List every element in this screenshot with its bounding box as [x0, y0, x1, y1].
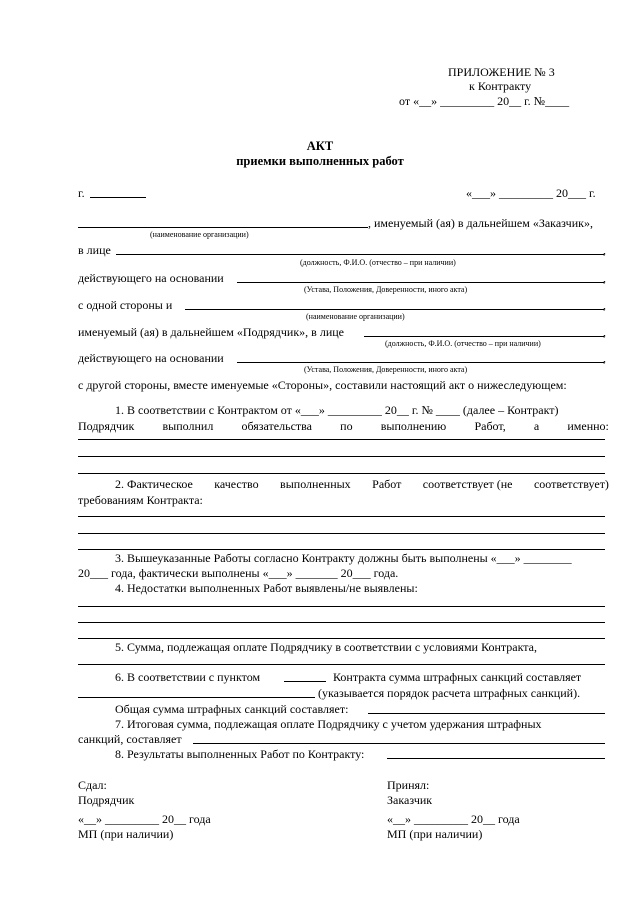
comma: ,	[603, 351, 606, 365]
item-2-word: 2. Фактическое	[115, 477, 193, 491]
position-caption-2: (должность, Ф.И.О. (отчество – при наличии)	[385, 339, 541, 348]
item-2-word: соответствует (не	[422, 477, 513, 491]
contractor-label: Подрядчик	[78, 793, 135, 807]
contract-clause-field[interactable]	[284, 681, 326, 682]
in-person-label: в лице	[78, 243, 111, 257]
contractor-stamp-label: МП (при наличии)	[78, 827, 174, 841]
item-2-word: выполненных	[280, 477, 351, 491]
comma: ,	[603, 325, 606, 339]
customer-representative-field[interactable]	[116, 254, 604, 255]
item-1-blank-line[interactable]	[78, 473, 605, 474]
item-6-text-a: 6. В соответствии с пунктом	[115, 670, 261, 684]
handed-over-label: Сдал:	[78, 778, 107, 792]
city-field[interactable]	[90, 197, 146, 198]
contractor-sign-date: «__» _________ 20__ года	[78, 812, 211, 826]
item-2-line-1	[115, 478, 609, 490]
item-1-blank-line[interactable]	[78, 456, 605, 457]
item-1-word: именно:	[567, 419, 609, 433]
item-1-word: а	[533, 419, 540, 433]
item-1-word: Работ,	[474, 419, 506, 433]
basis-caption-2: (Устава, Положения, Доверенности, иного акта)	[304, 365, 468, 374]
city-label: г.	[78, 186, 85, 200]
item-1-line-1: 1. В соответствии с Контрактом от «___» _________ 20__ г. № ____ (далее – Контракт)	[115, 403, 559, 417]
item-4-blank-line[interactable]	[78, 638, 605, 639]
contractor-basis-field[interactable]	[237, 362, 604, 363]
item-1-word: выполнению	[380, 419, 447, 433]
item-2-word: Работ	[372, 477, 402, 491]
item-2-blank-line[interactable]	[78, 516, 605, 517]
item-2-blank-line[interactable]	[78, 533, 605, 534]
customer-sign-date: «__» _________ 20__ года	[387, 812, 520, 826]
customer-org-field[interactable]	[78, 227, 368, 228]
comma: ,	[603, 243, 606, 257]
item-1-line-2	[78, 420, 609, 432]
item-1-word: выполнил	[162, 419, 214, 433]
item-6-line-2: (указывается порядок расчета штрафных санкций).	[318, 686, 581, 700]
item-2-word: качество	[214, 477, 259, 491]
item-1-blank-line[interactable]	[78, 439, 605, 440]
customer-named-text: , именуемый (ая) в дальнейшем «Заказчик»,	[368, 216, 593, 230]
customer-basis-field[interactable]	[237, 282, 604, 283]
act-date: «___» _________ 20___ г.	[466, 186, 596, 200]
org-name-caption-2: (наименование организации)	[306, 312, 405, 321]
customer-label: Заказчик	[387, 793, 433, 807]
results-field[interactable]	[387, 758, 605, 759]
final-amount-field[interactable]	[193, 743, 605, 744]
position-caption: (должность, Ф.И.О. (отчество – при наличии)	[300, 258, 456, 267]
document-subtitle: приемки выполненных работ	[236, 154, 404, 168]
org-name-caption: (наименование организации)	[150, 230, 249, 239]
basis-caption: (Устава, Положения, Доверенности, иного акта)	[304, 285, 468, 294]
item-1-word: обязательства	[241, 419, 312, 433]
penalty-total-field[interactable]	[368, 713, 605, 714]
item-2-line-2: требованиям Контракта:	[78, 493, 203, 507]
acting-basis-label-2: действующего на основании	[78, 351, 224, 365]
item-8-text: 8. Результаты выполненных Работ по Контракту:	[115, 747, 365, 761]
contractor-named-label: именуемый (ая) в дальнейшем «Подрядчик», в лице	[78, 325, 345, 339]
document-title: АКТ	[306, 139, 334, 153]
one-side-label: с одной стороны и	[78, 298, 173, 312]
contract-date-line: от «__» _________ 20__ г. №____	[399, 94, 570, 108]
item-1-word: по	[340, 419, 353, 433]
to-contract-label: к Контракту	[469, 79, 532, 93]
appendix-label: ПРИЛОЖЕНИЕ № 3	[448, 65, 555, 79]
item-4-blank-line[interactable]	[78, 622, 605, 623]
penalty-amount-field[interactable]	[78, 697, 315, 698]
item-2-blank-line[interactable]	[78, 549, 605, 550]
item-5-text: 5. Сумма, подлежащая оплате Подрядчику в соответствии с условиями Контракта,	[115, 640, 538, 654]
other-side-text: с другой стороны, вместе именуемые «Стороны», составили настоящий акт о нижеследующем:	[78, 378, 567, 392]
item-1-word: Подрядчик	[78, 419, 135, 433]
item-7-line-1: 7. Итоговая сумма, подлежащая оплате Подрядчику с учетом удержания штрафных	[115, 717, 542, 731]
item-6-text-b: Контракта сумма штрафных санкций составляет	[333, 670, 582, 684]
contractor-representative-field[interactable]	[364, 336, 604, 337]
comma: ,	[603, 271, 606, 285]
customer-stamp-label: МП (при наличии)	[387, 827, 483, 841]
item-4-text: 4. Недостатки выполненных Работ выявлены/не выявлены:	[115, 581, 418, 595]
penalty-total-label: Общая сумма штрафных санкций составляет:	[115, 702, 349, 716]
acting-basis-label: действующего на основании	[78, 271, 224, 285]
item-3-line-1: 3. Вышеуказанные Работы согласно Контракту должны быть выполнены «___» ________	[115, 551, 572, 565]
comma: ,	[603, 298, 606, 312]
contractor-org-field[interactable]	[185, 309, 604, 310]
accepted-label: Принял:	[387, 778, 430, 792]
item-4-blank-line[interactable]	[78, 606, 605, 607]
item-5-amount-field[interactable]	[78, 664, 605, 665]
item-2-word: соответствует)	[533, 477, 609, 491]
item-3-line-2: 20___ года, фактически выполнены «___» _______ 20___ года.	[78, 566, 399, 580]
item-7-line-2: санкций, составляет	[78, 732, 182, 746]
